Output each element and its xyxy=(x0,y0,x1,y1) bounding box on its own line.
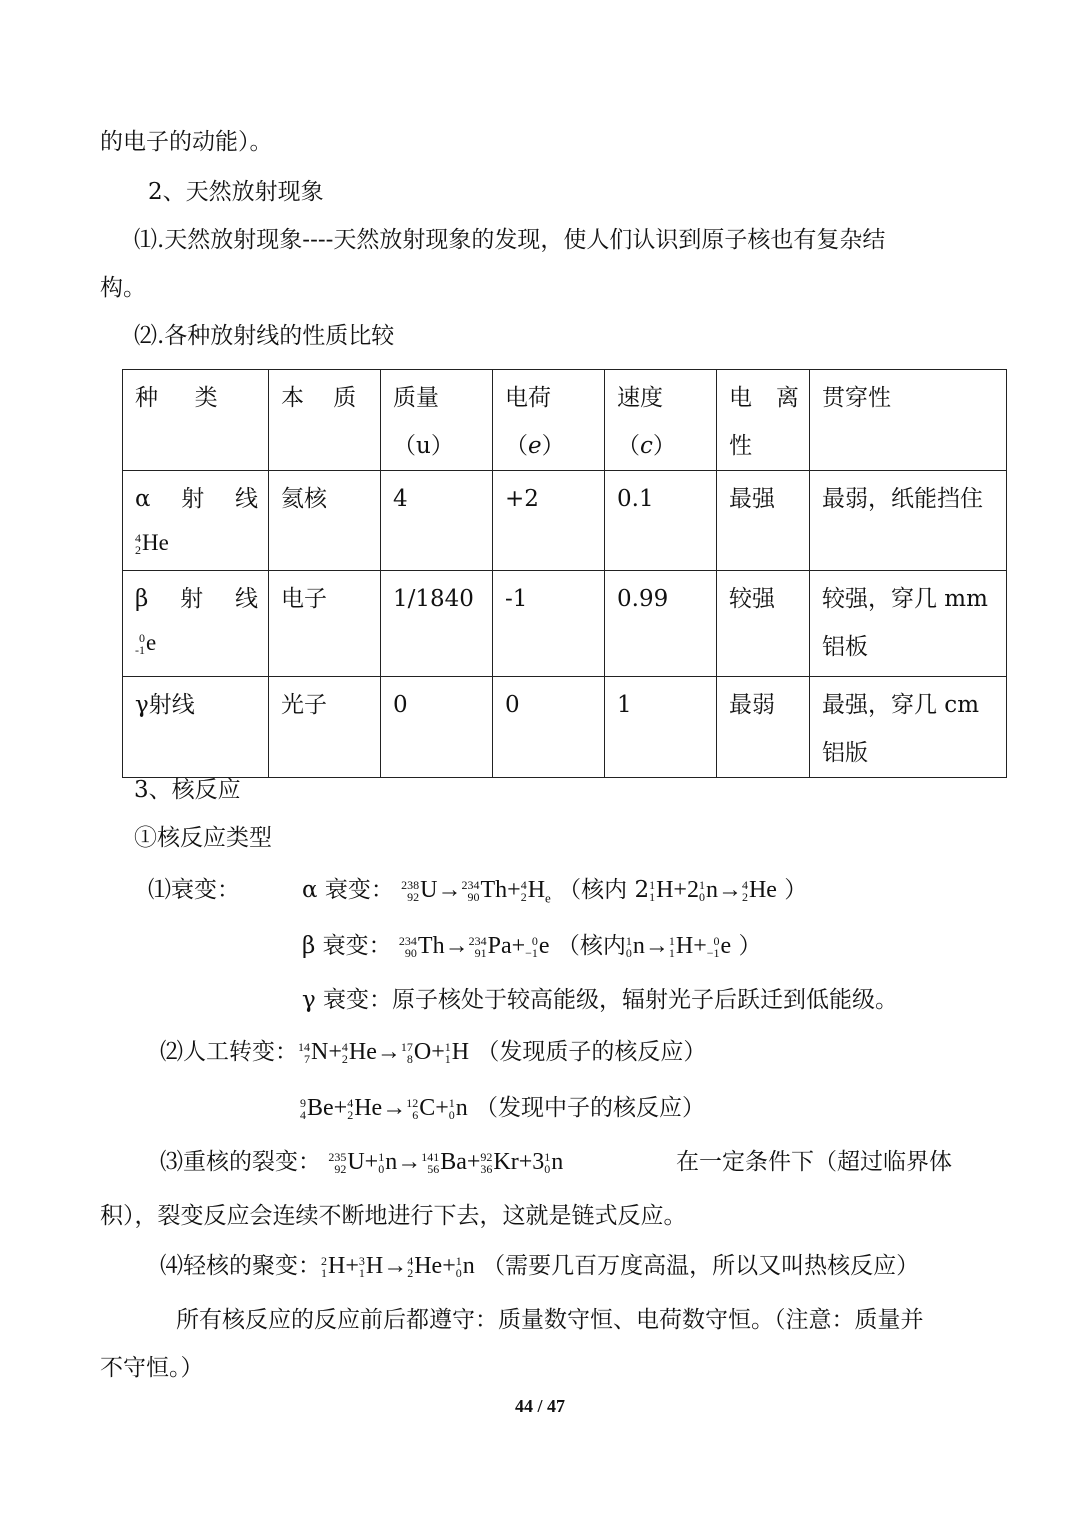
header-speed-symbol: c xyxy=(640,433,653,459)
intro-tail-text: 的电子的动能）。 xyxy=(100,129,273,155)
alpha-ionization: 最强 xyxy=(717,471,810,571)
section2-title: 2、天然放射现象 xyxy=(148,179,324,205)
beta-penetration-l1: 较强，穿几 mm xyxy=(822,586,988,612)
fission-label: ⑶重核的裂变： xyxy=(160,1149,321,1175)
header-charge-label: 电荷（ xyxy=(505,385,551,459)
fusion-note: （需要几百万度高温，所以又叫热核反应） xyxy=(482,1253,920,1279)
alpha-decay-line: α 衰变： 238 92U→234 90Th+4 $2H_e$ （核内 21 1H+21 0n→4 2He ） xyxy=(302,877,808,906)
table-row xyxy=(123,571,1007,677)
alpha-charge-number: 2 xyxy=(135,543,141,557)
beta-penetration-l2: 铝板 xyxy=(822,634,868,660)
artificial-note1: （发现质子的核反应） xyxy=(476,1039,707,1065)
current-page: 44 xyxy=(514,1396,533,1416)
header-nature xyxy=(269,370,381,471)
alpha-mass: 4 xyxy=(381,471,493,571)
gamma-charge: 0 xyxy=(493,677,605,778)
alpha-penetration-l1: 最弱，纸能挡住 xyxy=(822,486,983,512)
gamma-penetration-l1: 最强，穿几 cm xyxy=(822,692,980,718)
beta-kind-a: β xyxy=(135,586,149,612)
header-penetration: 贯穿性 xyxy=(810,370,1007,471)
alpha-speed: 0.1 xyxy=(605,471,717,571)
header-nature-b: 质 xyxy=(333,385,357,411)
fission-line1: ⑶重核的裂变： 235 92U+1 0n→141 56Ba+92 36Kr+31 0n xyxy=(160,1149,564,1176)
conservation-line2: 不守恒。） xyxy=(100,1355,204,1381)
section3-sub1: ①核反应类型 xyxy=(134,825,272,851)
row-alpha-kind xyxy=(123,471,269,571)
total-pages: 47 xyxy=(547,1396,565,1416)
alpha-kind-c: 线 xyxy=(234,486,258,512)
alpha-symbol-text: He xyxy=(142,530,169,555)
conservation-line1: 所有核反应的反应前后都遵守：质量数守恒、电荷数守恒。（注意：质量并 xyxy=(176,1307,924,1333)
gamma-mass: 0 xyxy=(381,677,493,778)
gamma-penetration-l2: 铝版 xyxy=(822,740,868,766)
header-speed-close: ） xyxy=(652,433,676,459)
section2-item1-line1: ⑴.天然放射现象----天然放射现象的发现，使人们认识到原子核也有复杂结 xyxy=(134,227,886,253)
artificial-label: ⑵人工转变： xyxy=(160,1039,298,1065)
header-speed-label: 速度（ xyxy=(617,385,663,459)
alpha-mass-number: 4 xyxy=(135,531,141,545)
radiation-comparison-table xyxy=(122,369,1007,778)
page-number xyxy=(0,1396,1080,1417)
beta-decay-label: β 衰变： xyxy=(302,933,392,959)
header-ion-a: 电 xyxy=(729,385,752,411)
gamma-speed: 1 xyxy=(605,677,717,778)
alpha-kind-b: 射 xyxy=(181,486,205,512)
beta-penetration xyxy=(810,571,1007,677)
beta-decay-line: β 衰变： 234 90Th→234 91Pa+ 0 −1e （核内1 0n→1 1H+ 0 −1e ） xyxy=(302,933,762,960)
section2-item2: ⑵.各种放射线的性质比较 xyxy=(134,323,395,349)
beta-nature: 电子 xyxy=(269,571,381,677)
gamma-penetration xyxy=(810,677,1007,778)
gamma-kind: γ射线 xyxy=(123,677,269,778)
decay-label: ⑴衰变： xyxy=(148,877,240,903)
header-ion-c: 性 xyxy=(729,433,752,459)
header-kind xyxy=(123,370,269,471)
beta-symbol-text: e xyxy=(146,630,157,655)
header-mass: 质量（u） xyxy=(381,370,493,471)
header-ion-b: 离 xyxy=(776,385,799,411)
page-separator: / xyxy=(537,1396,543,1416)
artificial-line1: ⑵人工转变：14 7N+4 2He→17 8O+1 1H （发现质子的核反应） xyxy=(160,1039,707,1066)
table-row xyxy=(123,677,1007,778)
fusion-line: ⑷轻核的聚变：2 1H+3 1H→4 2He+1 0n （需要几百万度高温，所以又叫热核反应） xyxy=(160,1253,920,1280)
fission-line2: 积），裂变反应会连续不断地进行下去，这就是链式反应。 xyxy=(100,1203,687,1229)
fission-note: 在一定条件下（超过临界体 xyxy=(676,1149,952,1175)
alpha-charge: +2 xyxy=(493,471,605,571)
section3-title: 3、核反应 xyxy=(134,777,241,803)
header-kind-a: 种 xyxy=(135,385,158,411)
alpha-decay-note: （核内 2 xyxy=(558,877,650,903)
header-speed xyxy=(605,370,717,471)
header-charge-close: ） xyxy=(541,433,565,459)
header-ionization xyxy=(717,370,810,471)
beta-ionization: 较强 xyxy=(717,571,810,677)
gamma-ionization: 最弱 xyxy=(717,677,810,778)
alpha-decay-label: α 衰变： xyxy=(302,877,394,903)
fusion-label: ⑷轻核的聚变： xyxy=(160,1253,321,1279)
alpha-nature: 氦核 xyxy=(269,471,381,571)
row-beta-kind xyxy=(123,571,269,677)
alpha-kind-a: α xyxy=(135,486,151,512)
beta-decay-note: （核内 xyxy=(556,933,626,959)
artificial-line2: 9 4Be+4 2He→12 6C+1 0n （发现中子的核反应） xyxy=(300,1095,706,1122)
table-header-row xyxy=(123,370,1007,471)
table-row xyxy=(123,471,1007,571)
beta-mass-number: 0 xyxy=(139,631,145,645)
alpha-symbol xyxy=(135,523,258,563)
beta-charge-number: -1 xyxy=(135,643,145,657)
gamma-decay-line: γ 衰变：原子核处于较高能级，辐射光子后跃迁到低能级。 xyxy=(302,987,899,1013)
header-charge-symbol: e xyxy=(528,433,542,459)
alpha-penetration xyxy=(810,471,1007,571)
section2-item1-line2: 构。 xyxy=(100,275,146,301)
beta-kind-c: 线 xyxy=(234,586,258,612)
header-nature-a: 本 xyxy=(281,385,304,411)
artificial-note2: （发现中子的核反应） xyxy=(475,1095,706,1121)
beta-symbol xyxy=(135,623,258,663)
gamma-nature: 光子 xyxy=(269,677,381,778)
header-kind-b: 类 xyxy=(194,385,218,411)
beta-kind-b: 射 xyxy=(180,586,204,612)
beta-speed: 0.99 xyxy=(605,571,717,677)
header-charge xyxy=(493,370,605,471)
beta-mass: 1/1840 xyxy=(381,571,493,677)
beta-charge: -1 xyxy=(493,571,605,677)
